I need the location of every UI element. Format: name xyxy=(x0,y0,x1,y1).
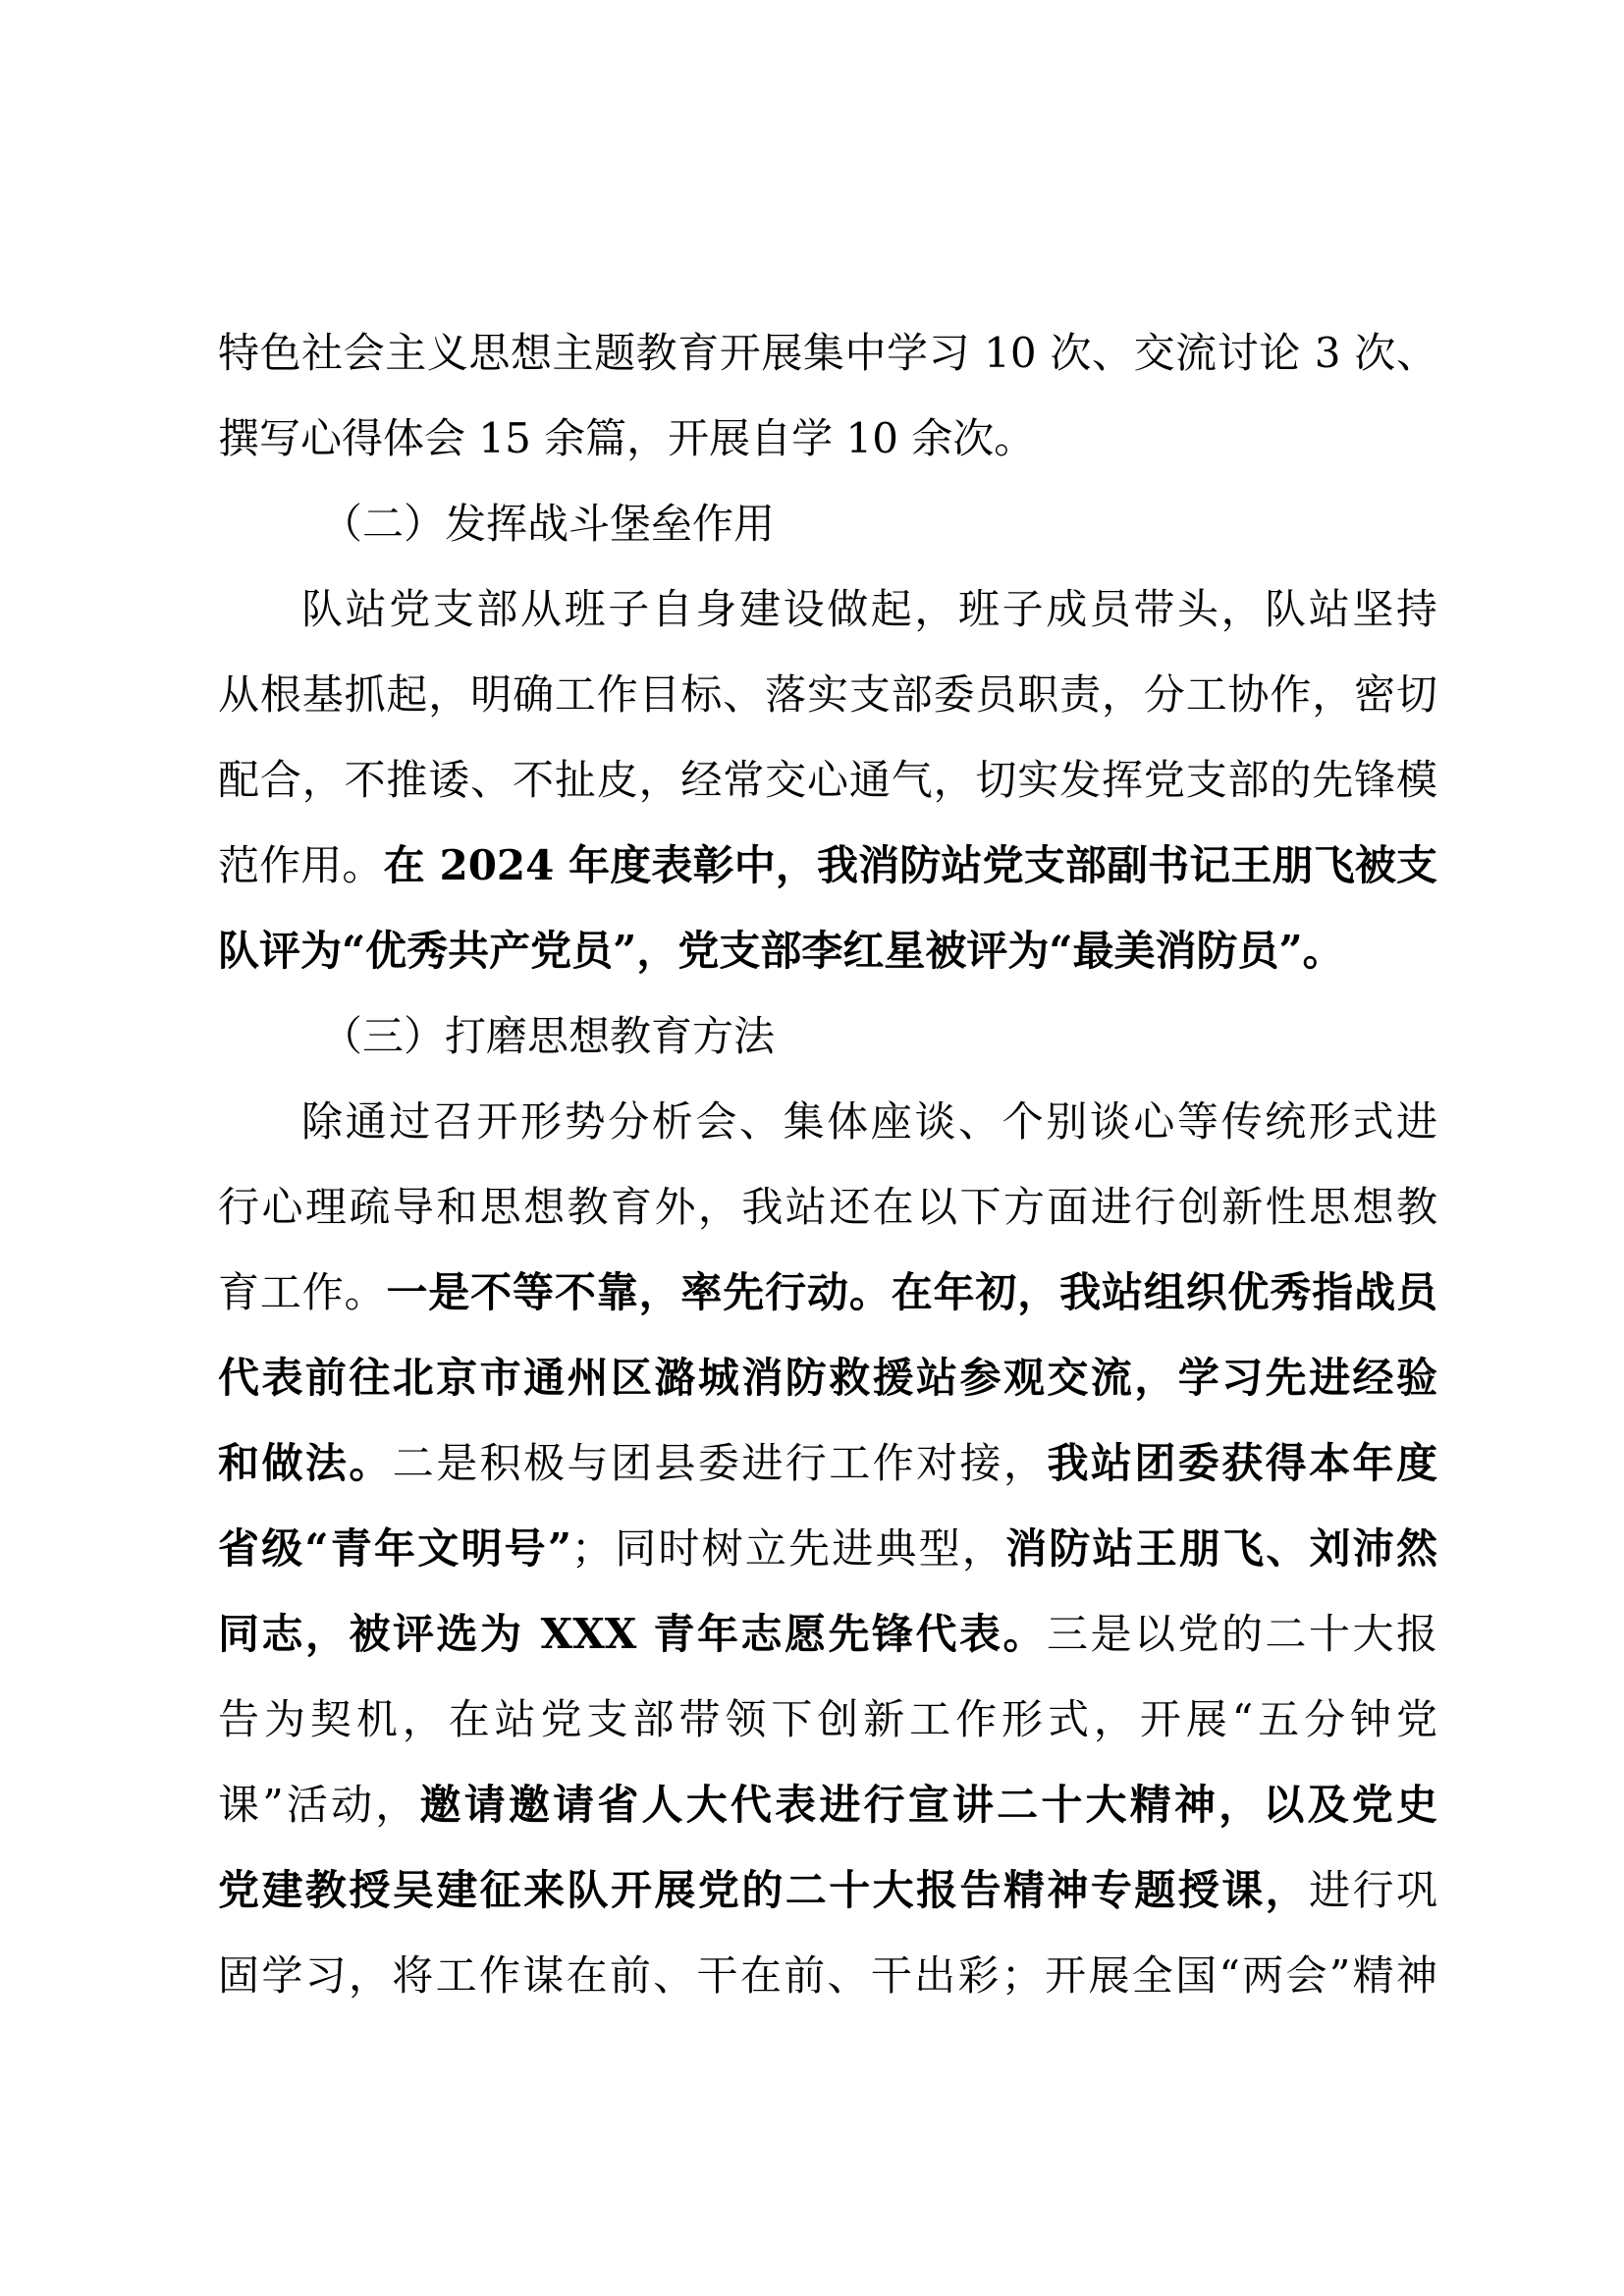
text-line xyxy=(218,737,1437,823)
bold-text: 消防站王朋飞、刘沛然 xyxy=(1005,1524,1437,1573)
text-line xyxy=(218,1335,1437,1420)
body-text: 二是积极与团县委进行工作对接， xyxy=(392,1439,1048,1487)
body-text: 课”活动， xyxy=(218,1781,420,1829)
body-text: 行心理疏导和思想教育外，我站还在以下方面进行创新性思想教 xyxy=(218,1183,1437,1231)
bold-text: 我站团委获得本年度 xyxy=(1047,1439,1437,1487)
body-text: 队站党支部从班子自身建设做起，班子成员带头，队站坚持 xyxy=(301,585,1437,633)
text-line xyxy=(218,1591,1437,1677)
section-heading xyxy=(218,993,1437,1079)
bold-text: 同志，被评选为 XXX 青年志愿先锋代表。 xyxy=(218,1610,1047,1658)
text-line xyxy=(218,1250,1437,1335)
text-line xyxy=(218,310,1437,396)
bold-text: 和做法。 xyxy=(218,1439,393,1487)
body-text: 特色社会主义思想主题教育开展集中学习 10 次、交流讨论 3 次、 xyxy=(218,329,1437,377)
text-line xyxy=(218,1079,1437,1164)
bold-text: 在 2024 年度表彰中，我消防站党支部副书记王朋飞被支 xyxy=(383,841,1437,889)
body-text: 育工作。 xyxy=(218,1268,387,1316)
bold-text: 党建教授吴建征来队开展党的二十大报告精神专题授课， xyxy=(218,1866,1310,1914)
bold-text: 省级“青年文明号” xyxy=(218,1524,571,1573)
bold-text: 队评为“优秀共产党员”，党支部李红星被评为“最美消防员”。 xyxy=(218,927,1344,975)
body-text: （三）打磨思想教育方法 xyxy=(321,1012,776,1060)
text-line xyxy=(218,652,1437,737)
bold-text: 代表前往北京市通州区潞城消防救援站参观交流，学习先进经验 xyxy=(218,1354,1437,1402)
text-line xyxy=(218,396,1437,481)
text-line xyxy=(218,1762,1437,1847)
text-line xyxy=(218,1164,1437,1250)
body-text: 范作用。 xyxy=(218,841,384,889)
body-text: 配合，不推诿、不扯皮，经常交心通气，切实发挥党支部的先锋模 xyxy=(218,756,1437,804)
text-line xyxy=(218,566,1437,652)
body-text: 进行巩 xyxy=(1309,1866,1437,1914)
body-text: 撰写心得体会 15 余篇，开展自学 10 余次。 xyxy=(218,414,1036,462)
text-line xyxy=(218,1933,1437,2018)
body-text: 从根基抓起，明确工作目标、落实支部委员职责，分工协作，密切 xyxy=(218,670,1437,719)
body-text: 三是以党的二十大报 xyxy=(1046,1610,1437,1658)
body-text: （二）发挥战斗堡垒作用 xyxy=(321,500,776,548)
section-heading xyxy=(218,481,1437,566)
text-line xyxy=(218,1506,1437,1591)
body-text: 除通过召开形势分析会、集体座谈、个别谈心等传统形式进 xyxy=(301,1097,1437,1146)
bold-text: 邀请邀请省人大代表进行宣讲二十大精神，以及党史 xyxy=(419,1781,1437,1829)
body-text: 告为契机，在站党支部带领下创新工作形式，开展“五分钟党 xyxy=(218,1695,1437,1743)
bold-text: 一是不等不靠，率先行动。在年初，我站组织优秀指战员 xyxy=(386,1268,1437,1316)
text-line xyxy=(218,908,1437,993)
text-line xyxy=(218,1677,1437,1762)
document-page xyxy=(218,310,1437,2018)
body-text: ；同时树立先进典型， xyxy=(571,1524,1006,1573)
text-line xyxy=(218,823,1437,908)
text-line xyxy=(218,1847,1437,1933)
body-text: 固学习，将工作谋在前、干在前、干出彩；开展全国“两会”精神 xyxy=(218,1951,1437,2000)
text-line xyxy=(218,1420,1437,1506)
